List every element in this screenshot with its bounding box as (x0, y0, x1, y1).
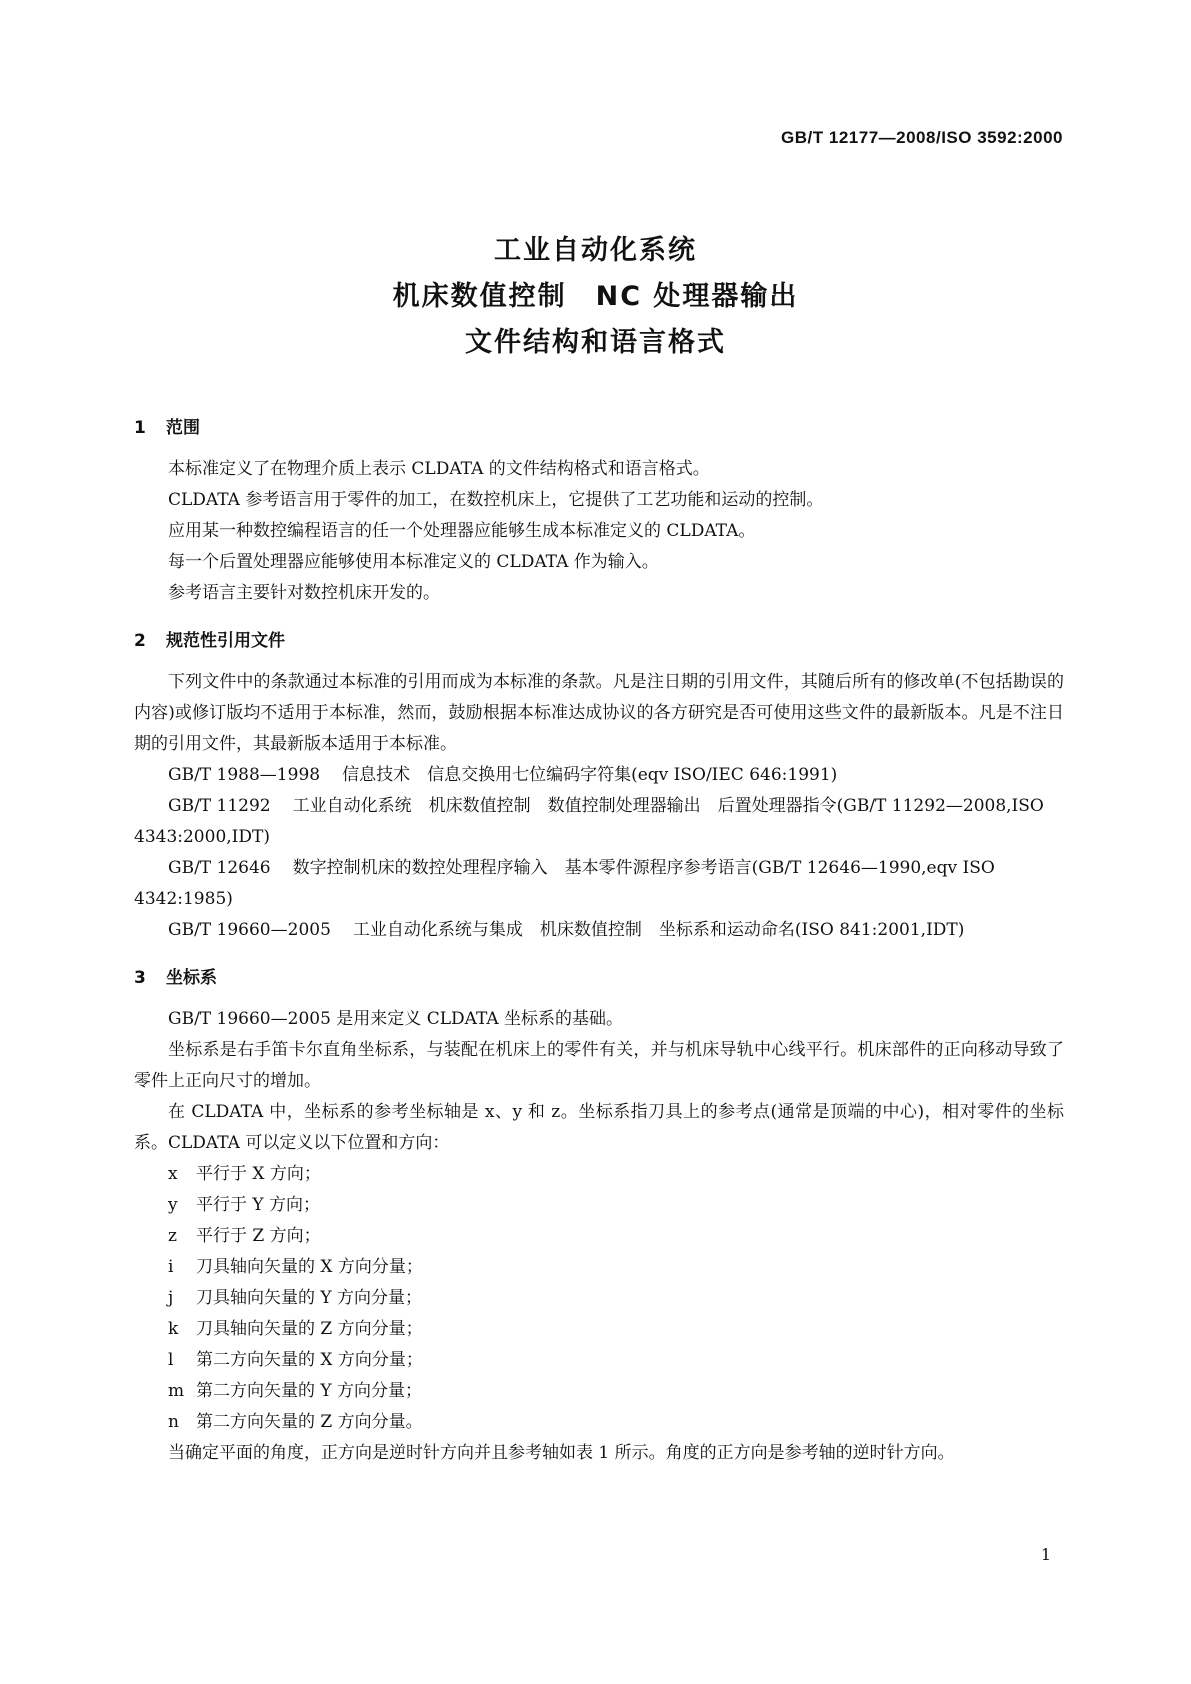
paragraph: 在 CLDATA 中，坐标系的参考坐标轴是 x、y 和 z。坐标系指刀具上的参考点(通常是顶端的中心)，相对零件的坐标系。CLDATA 可以定义以下位置和方向： (134, 1102, 1064, 1153)
axis-symbol: l (168, 1350, 174, 1370)
axis-symbol: m (168, 1381, 185, 1401)
normative-reference (134, 791, 1064, 853)
reference-title: 数字控制机床的数控处理程序输入 基本零件源程序参考语言(GB/T 12646—1990,eqv ISO 4342:1985) (134, 858, 995, 909)
page-number: 1 (1040, 1545, 1051, 1564)
section-title: 坐标系 (166, 968, 217, 988)
reference-title: 工业自动化系统与集成 机床数值控制 坐标系和运动命名(ISO 841:2001,IDT) (352, 920, 965, 940)
section-2-heading (134, 623, 1064, 659)
reference-code: GB/T 1988—1998 (168, 765, 321, 785)
paragraph: 当确定平面的角度，正方向是逆时针方向并且参考轴如表 1 所示。角度的正方向是参考轴的逆时针方向。 (168, 1443, 955, 1463)
paragraph: 下列文件中的条款通过本标准的引用而成为本标准的条款。凡是注日期的引用文件，其随后所有的修改单(不包括勘误的内容)或修订版均不适用于本标准，然而，鼓励根据本标准达成协议的各方研究是否可使用这些文件的最新版本。凡是不注日期的引用文件，其最新版本适用于本标准。 (134, 672, 1064, 754)
axis-description: 第二方向矢量的 Z 方向分量。 (196, 1412, 423, 1432)
section-3-heading (134, 960, 1064, 996)
section-title: 范围 (166, 418, 200, 438)
paragraph: 参考语言主要针对数控机床开发的。 (168, 583, 440, 603)
axis-definition (134, 1159, 1064, 1190)
axis-definition (134, 1407, 1064, 1438)
section-title: 规范性引用文件 (166, 631, 285, 651)
normative-reference (134, 760, 1064, 791)
reference-code: GB/T 19660—2005 (168, 920, 331, 940)
reference-code: GB/T 11292 (168, 796, 271, 816)
reference-title: 工业自动化系统 机床数值控制 数值控制处理器输出 后置处理器指令(GB/T 11292—2008,ISO 4343:2000,IDT) (134, 796, 1044, 847)
title-line-2: 机床数值控制 NC 处理器输出 (392, 281, 799, 312)
section-number: 2 (134, 631, 146, 651)
paragraph: GB/T 19660—2005 是用来定义 CLDATA 坐标系的基础。 (168, 1009, 624, 1029)
axis-description: 第二方向矢量的 Y 方向分量； (196, 1381, 423, 1401)
axis-definition (134, 1190, 1064, 1221)
paragraph: 应用某一种数控编程语言的任一个处理器应能够生成本标准定义的 CLDATA。 (168, 521, 756, 541)
axis-symbol: z (168, 1226, 177, 1246)
section-1-heading (134, 410, 1064, 446)
axis-definition (134, 1376, 1064, 1407)
normative-reference (134, 915, 1064, 946)
reference-code: GB/T 12646 (168, 858, 271, 878)
standard-code: GB/T 12177—2008/ISO 3592:2000 (781, 128, 1063, 147)
document-title (0, 228, 1191, 366)
section-number: 1 (134, 418, 146, 438)
section-number: 3 (134, 968, 146, 988)
paragraph: 坐标系是右手笛卡尔直角坐标系，与装配在机床上的零件有关，并与机床导轨中心线平行。机床部件的正向移动导致了零件上正向尺寸的增加。 (134, 1040, 1064, 1091)
axis-description: 刀具轴向矢量的 Z 方向分量； (196, 1319, 423, 1339)
axis-symbol: n (168, 1412, 179, 1432)
axis-symbol: y (168, 1195, 178, 1215)
document-body (134, 410, 1064, 1469)
axis-definition (134, 1314, 1064, 1345)
axis-definition (134, 1252, 1064, 1283)
axis-description: 平行于 Y 方向； (196, 1195, 321, 1215)
paragraph: 每一个后置处理器应能够使用本标准定义的 CLDATA 作为输入。 (168, 552, 659, 572)
normative-reference (134, 853, 1064, 915)
axis-description: 第二方向矢量的 X 方向分量； (196, 1350, 423, 1370)
axis-symbol: k (168, 1319, 179, 1339)
axis-symbol: x (168, 1164, 178, 1184)
paragraph: 本标准定义了在物理介质上表示 CLDATA 的文件结构格式和语言格式。 (168, 459, 710, 479)
axis-definition (134, 1221, 1064, 1252)
axis-description: 刀具轴向矢量的 X 方向分量； (196, 1257, 423, 1277)
axis-symbol: i (168, 1257, 174, 1277)
axis-description: 平行于 X 方向； (196, 1164, 321, 1184)
axis-symbol: j (168, 1288, 174, 1308)
axis-description: 刀具轴向矢量的 Y 方向分量； (196, 1288, 423, 1308)
axis-definition (134, 1345, 1064, 1376)
reference-title: 信息技术 信息交换用七位编码字符集(eqv ISO/IEC 646:1991) (342, 765, 838, 785)
paragraph: CLDATA 参考语言用于零件的加工，在数控机床上，它提供了工艺功能和运动的控制。 (168, 490, 824, 510)
title-line-3: 文件结构和语言格式 (465, 327, 726, 358)
title-line-1: 工业自动化系统 (494, 235, 697, 266)
axis-definition (134, 1283, 1064, 1314)
axis-description: 平行于 Z 方向； (196, 1226, 321, 1246)
